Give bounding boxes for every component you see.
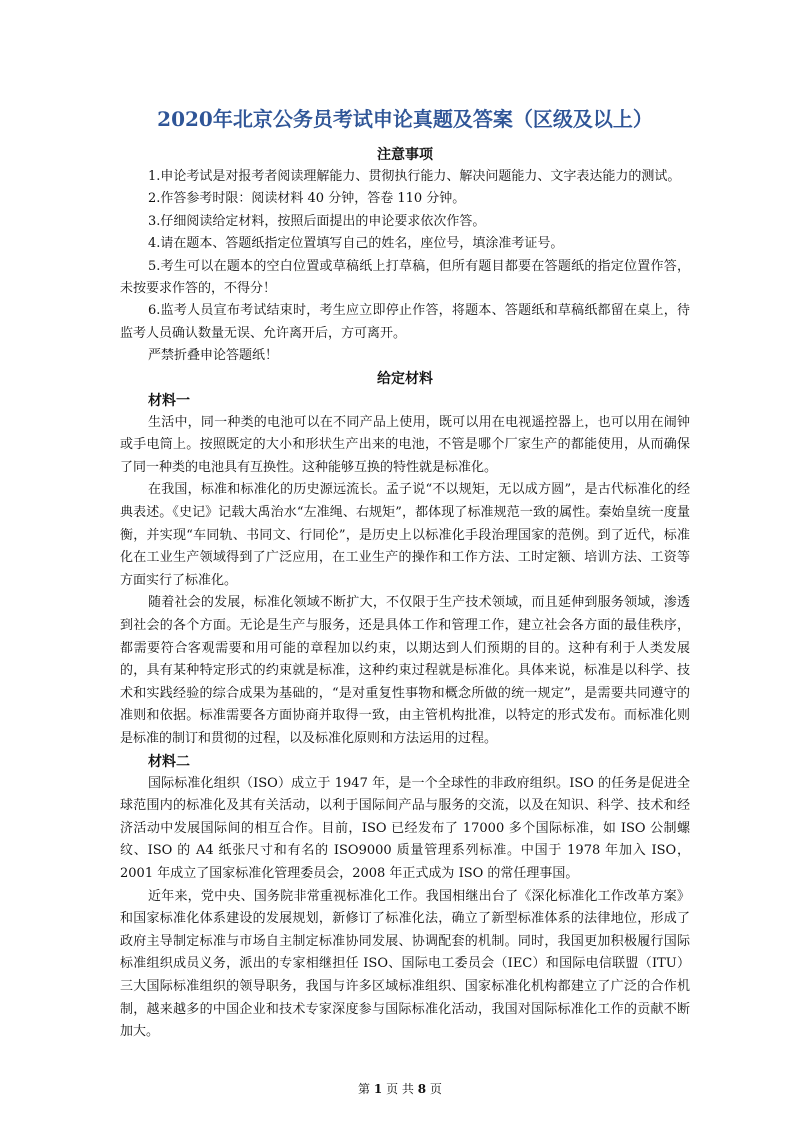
notice-item: 1.申论考试是对报考者阅读理解能力、贯彻执行能力、解决问题能力、文字表达能力的测试。 [148, 169, 681, 184]
document-title: 2020年北京公务员考试申论真题及答案（区级及以上） [157, 107, 653, 131]
notice-item: 4.请在题本、答题纸指定位置填写自己的姓名，座位号，填涂准考证号。 [148, 236, 564, 252]
notice-heading: 注意事项 [377, 147, 433, 163]
footer-prefix: 第 [358, 1082, 371, 1096]
material-paragraph: 随着社会的发展，标准化领域不断扩大，不仅限于生产技术领域，而且延伸到服务领域，渗透到社会的各个方面。无论是生产与服务，还是具体工作和管理工作，建立社会各方面的最佳秩序，都需要符合客观需要和用可能的章程加以约束，以期达到人们预期的目的。这种有利于人类发展的，具有某种特定形式的约束就是标准，这种约束过程就是标准化。具体来说，标准是以科学、技术和实践经验的综合成果为基础的，“是对重复性事物和概念所做的统一规定”，是需要共同遵守的准则和依据。标准需要各方面协商并取得一致，由主管机构批准，以特定的形式发布。而标准化则是标准的制订和贯彻的过程，以及标准化原则和方法运用的过程。 [120, 595, 690, 746]
material-heading: 材料二 [148, 753, 190, 770]
material-paragraph: 在我国，标准和标准化的历史源远流长。孟子说“不以规矩，无以成方圆”，是古代标准化的经典表述。《史记》记载大禹治水“左准绳、右规矩”，都体现了标准规范一致的属性。秦始皇统一度量衡，并实现“车同轨、书同文、行同伦”，是历史上以标准化手段治理国家的范例。到了近代，标准化在工业生产领域得到了广泛应用，在工业生产的操作和工作方法、工时定额、培训方法、工资等方面实行了标准化。 [120, 482, 690, 588]
footer-middle: 页 共 [386, 1082, 414, 1096]
material-paragraph: 近年来，党中央、国务院非常重视标准化工作。我国相继出台了《深化标准化工作改革方案》和国家标准化体系建设的发展规划，新修订了标准化法，确立了新型标准体系的法律地位，形成了政府主导制定标准与市场自主制定标准协同发展、协调配套的机制。同时，我国更加积极履行国际标准组织成员义务，派出的专家相继担任 ISO、国际电工委员会（IEC）和国际电信联盟（ITU）三大国际标准组织的领导职务，我国与许多区域标准组织、国家标准化机构都建立了广泛的合作机制，越来越多的中国企业和技术专家深度参与国际标准化活动，我国对国际标准化工作的贡献不断加大。 [120, 888, 690, 1040]
current-page-number: 1 [373, 1082, 383, 1096]
notice-item: 6.监考人员宣布考试结束时，考生应立即停止作答，将题本、答题纸和草稿纸都留在桌上，待监考人员确认数量无误、允许离开后，方可离开。 [120, 303, 690, 341]
material-paragraph: 国际标准化组织（ISO）成立于 1947 年，是一个全球性的非政府组织。ISO 的任务是促进全球范围内的标准化及其有关活动，以利于国际间产品与服务的交流，以及在知识、科学、技术和经济活动中发展国际间的相互合作。目前，ISO 已经发布了 17000 多个国际标准，如 ISO 公制螺纹、ISO 的 A4 纸张尺寸和有名的 ISO9000 质量管理系列标准。中国于 1978 年加入 ISO，2001 年成立了国家标准化管理委员会，2008 年正式成为 ISO 的常任理事国。 [120, 775, 690, 881]
total-page-count: 8 [417, 1082, 427, 1096]
material-paragraph: 生活中，同一种类的电池可以在不同产品上使用，既可以用在电视遥控器上，也可以用在闹钟或手电筒上。按照既定的大小和形状生产出来的电池，不管是哪个厂家生产的都能使用，从而确保了同一种类的电池具有互换性。这种能够互换的特性就是标准化。 [120, 414, 690, 475]
given-materials-section [120, 368, 690, 1044]
page-footer [0, 1080, 800, 1097]
given-materials-heading: 给定材料 [377, 370, 433, 387]
notice-item: 5.考生可以在题本的空白位置或草稿纸上打草稿，但所有题目都要在答题纸的指定位置作答，未按要求作答的，不得分！ [120, 258, 690, 297]
notice-item: 3.仔细阅读给定材料，按照后面提出的申论要求依次作答。 [148, 213, 486, 229]
material-block [120, 390, 690, 751]
notice-item: 严禁折叠申论答题纸！ [148, 348, 279, 364]
material-heading: 材料一 [148, 392, 190, 409]
document-page [120, 100, 690, 1044]
material-block [120, 751, 690, 1044]
notice-item: 2.作答参考时限：阅读材料 40 分钟，答卷 110 分钟。 [148, 191, 466, 207]
notice-section [120, 144, 690, 368]
footer-suffix: 页 [429, 1082, 442, 1096]
